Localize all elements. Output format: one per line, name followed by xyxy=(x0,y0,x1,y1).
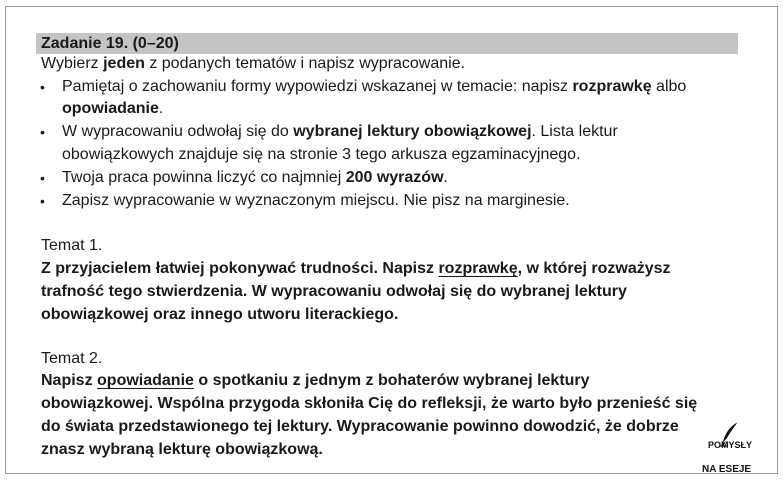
bullet-3-line xyxy=(62,168,448,188)
bullet-1-line-2 xyxy=(62,99,163,119)
bullet-2-text: W wypracowaniu odwołaj się do xyxy=(62,123,294,140)
instruction-text-end: z podanych tematów i napisz wypracowanie. xyxy=(144,55,466,72)
bullet-1-period: . xyxy=(158,100,164,117)
bullet-2-text-end: . Lista lektur xyxy=(531,123,618,140)
topic-2-line-2: obowiązkowej. Wspólna przygoda skłoniła Cię do refleksji, że warto było przenieść się xyxy=(41,395,698,412)
task-title: Zadanie 19. (0–20) xyxy=(41,35,179,52)
instruction-bold: jeden xyxy=(103,55,145,72)
topic-1-heading: Temat 1. xyxy=(41,237,103,254)
task-instruction xyxy=(41,54,465,74)
bullet-marker: • xyxy=(40,193,45,209)
bullet-3-text: Twoja praca powinna liczyć co najmniej xyxy=(62,169,346,186)
topic-1-text-end: , w której rozważysz xyxy=(517,260,671,277)
watermark-logo xyxy=(700,420,764,476)
topic-2-line-4: znasz wybraną lekturę obowiązkową. xyxy=(41,441,323,458)
bullet-marker: • xyxy=(40,124,45,140)
logo-text-bottom: NA ESEJE xyxy=(702,464,752,475)
bullet-4-line: Zapisz wypracowanie w wyznaczonym miejscu. Nie pisz na marginesie. xyxy=(62,192,570,209)
instruction-text: Wybierz xyxy=(41,55,104,72)
topic-1-line-2: trafność tego stwierdzenia. W wypracowaniu odwołaj się do wybranej lektury xyxy=(41,283,627,300)
bullet-2-line-2: obowiązkowych znajduje się na stronie 3 tego arkusza egzaminacyjnego. xyxy=(62,146,581,163)
topic-1-text: Z przyjacielem łatwiej pokonywać trudności. Napisz xyxy=(41,260,439,277)
bullet-2-line-1 xyxy=(62,122,618,142)
topic-2-text-end: o spotkaniu z jednym z bohaterów wybranej lektury xyxy=(193,372,590,389)
logo-text-top: POMYSŁY xyxy=(708,440,753,450)
bullet-2-bold: wybranej lektury obowiązkowej xyxy=(293,123,532,140)
topic-2-form-underlined: opowiadanie xyxy=(97,372,194,389)
bullet-1-bold: rozprawkę xyxy=(572,78,652,95)
bullet-1-text: Pamiętaj o zachowaniu formy wypowiedzi wskazanej w temacie: napisz xyxy=(62,78,573,95)
bullet-marker: • xyxy=(40,170,45,186)
bullet-1-text-end: albo xyxy=(651,78,687,95)
topic-1-form-underlined: rozprawkę xyxy=(438,260,518,277)
bullet-3-bold: 200 wyrazów xyxy=(345,169,444,186)
topic-2-line-1 xyxy=(41,371,590,391)
topic-2-heading: Temat 2. xyxy=(41,350,103,367)
topic-2-text: Napisz xyxy=(41,372,98,389)
topic-1-line-3: obowiązkowej oraz innego utworu literackiego. xyxy=(41,306,399,323)
bullet-marker: • xyxy=(40,79,45,95)
bullet-1-bold-2: opowiadanie xyxy=(62,100,159,117)
bullet-1-line-1 xyxy=(62,77,686,97)
topic-1-line-1 xyxy=(41,259,671,279)
topic-2-line-3: do świata przedstawionego tej lektury. Wypracowanie powinno dowodzić, że dobrze xyxy=(41,418,679,435)
bullet-3-period: . xyxy=(443,169,448,186)
